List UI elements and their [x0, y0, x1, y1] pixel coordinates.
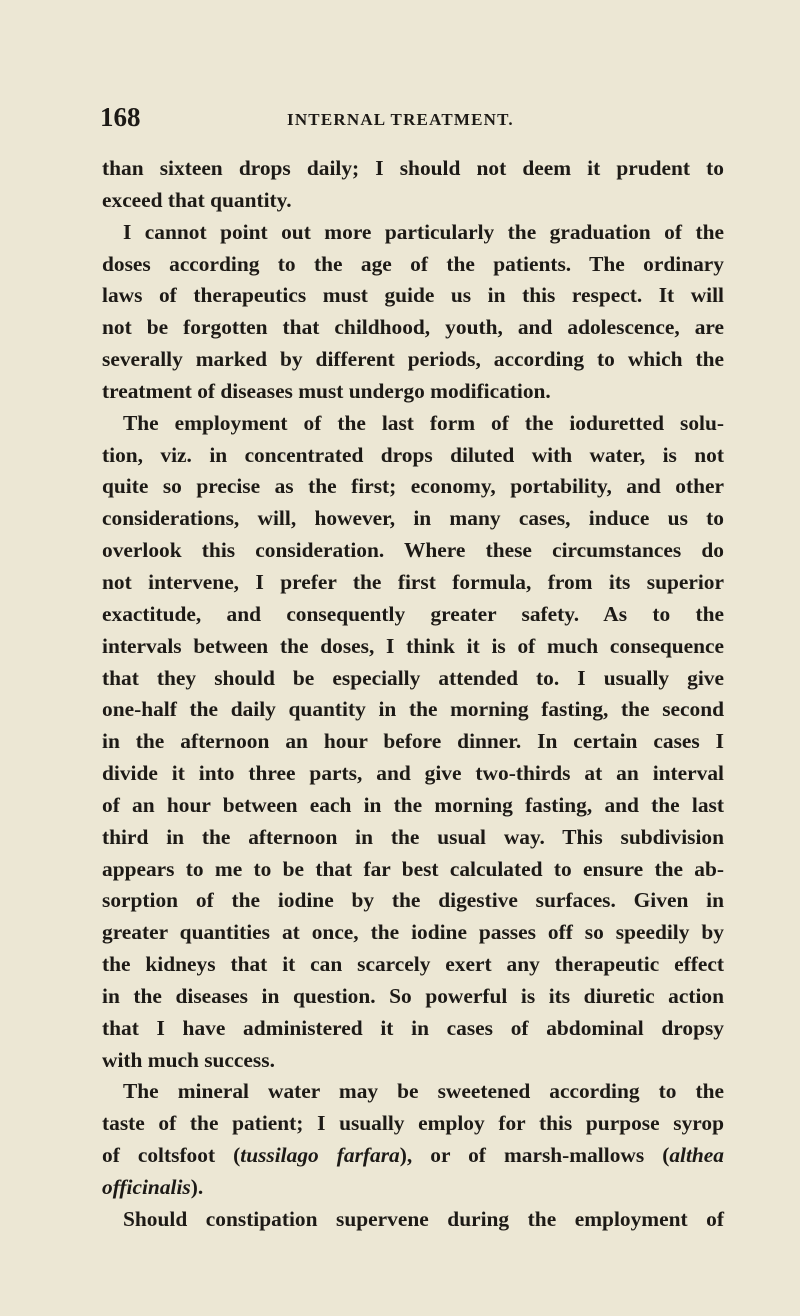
text-line: taste of the patient; I usually employ for this purpose syrop	[102, 1111, 724, 1136]
text-line: one-half the daily quantity in the morning fasting, the second	[102, 697, 724, 722]
text-line: considerations, will, however, in many cases, induce us to	[102, 506, 724, 531]
text-segment: ).	[190, 1175, 204, 1199]
text-line: greater quantities at once, the iodine passes off so speedily by	[102, 920, 724, 945]
text-line: overlook this consideration. Where these circumstances do	[102, 538, 724, 563]
text-line: divide it into three parts, and give two-thirds at an interval	[102, 761, 724, 786]
latin-name-tussilago: tussilago farfara	[240, 1143, 400, 1168]
text-line: in the diseases in question. So powerful is its diuretic action	[102, 983, 724, 1008]
text-line: The employment of the last form of the ioduretted solu-	[123, 410, 724, 435]
running-title: INTERNAL TREATMENT.	[287, 110, 514, 129]
text-line: not be forgotten that childhood, youth, and adolescence, are	[102, 315, 724, 340]
text-line: in the afternoon an hour before dinner. In certain cases I	[102, 729, 724, 754]
text-line: of an hour between each in the morning fasting, and the last	[102, 792, 724, 817]
text-line: quite so precise as the first; economy, portability, and other	[102, 474, 724, 499]
text-line: exactitude, and consequently greater safety. As to the	[102, 601, 724, 626]
text-line: exceed that quantity.	[102, 187, 292, 212]
text-line: that they should be especially attended to. I usually give	[102, 665, 724, 690]
text-line-with-italics	[102, 1140, 724, 1172]
text-segment: ), or of marsh-mallows (	[399, 1143, 670, 1168]
page-number: 168	[100, 102, 141, 132]
text-line: than sixteen drops daily; I should not deem it prudent to	[102, 156, 724, 180]
text-segment: of coltsfoot (	[102, 1143, 241, 1168]
text-line: laws of therapeutics must guide us in this respect. It will	[102, 283, 724, 308]
text-line: Should constipation supervene during the employment of	[123, 1206, 724, 1231]
text-line: doses according to the age of the patients. The ordinary	[102, 251, 724, 276]
text-line: I cannot point out more particularly the graduation of the	[123, 219, 724, 244]
text-line: that I have administered it in cases of abdominal dropsy	[102, 1015, 724, 1040]
text-line: tion, viz. in concentrated drops diluted with water, is not	[102, 442, 724, 467]
text-line: with much success.	[102, 1047, 275, 1072]
body-text	[102, 153, 724, 1236]
text-line: not intervene, I prefer the first formula, from its superior	[102, 569, 724, 594]
text-line: severally marked by different periods, according to which the	[102, 347, 724, 372]
text-line: appears to me to be that far best calculated to ensure the ab-	[102, 856, 724, 881]
text-line: third in the afternoon in the usual way. This subdivision	[102, 824, 724, 849]
text-line: the kidneys that it can scarcely exert any therapeutic effect	[102, 952, 724, 977]
text-line: The mineral water may be sweetened according to the	[123, 1079, 724, 1104]
text-line: intervals between the doses, I think it is of much consequence	[102, 633, 724, 658]
text-line: treatment of diseases must undergo modification.	[102, 378, 551, 403]
latin-name-althea: althea	[669, 1143, 724, 1168]
text-line: sorption of the iodine by the digestive surfaces. Given in	[102, 888, 724, 913]
text-line-with-italics	[102, 1172, 724, 1204]
latin-name-officinalis: officinalis	[102, 1175, 191, 1199]
page-header	[100, 102, 720, 142]
